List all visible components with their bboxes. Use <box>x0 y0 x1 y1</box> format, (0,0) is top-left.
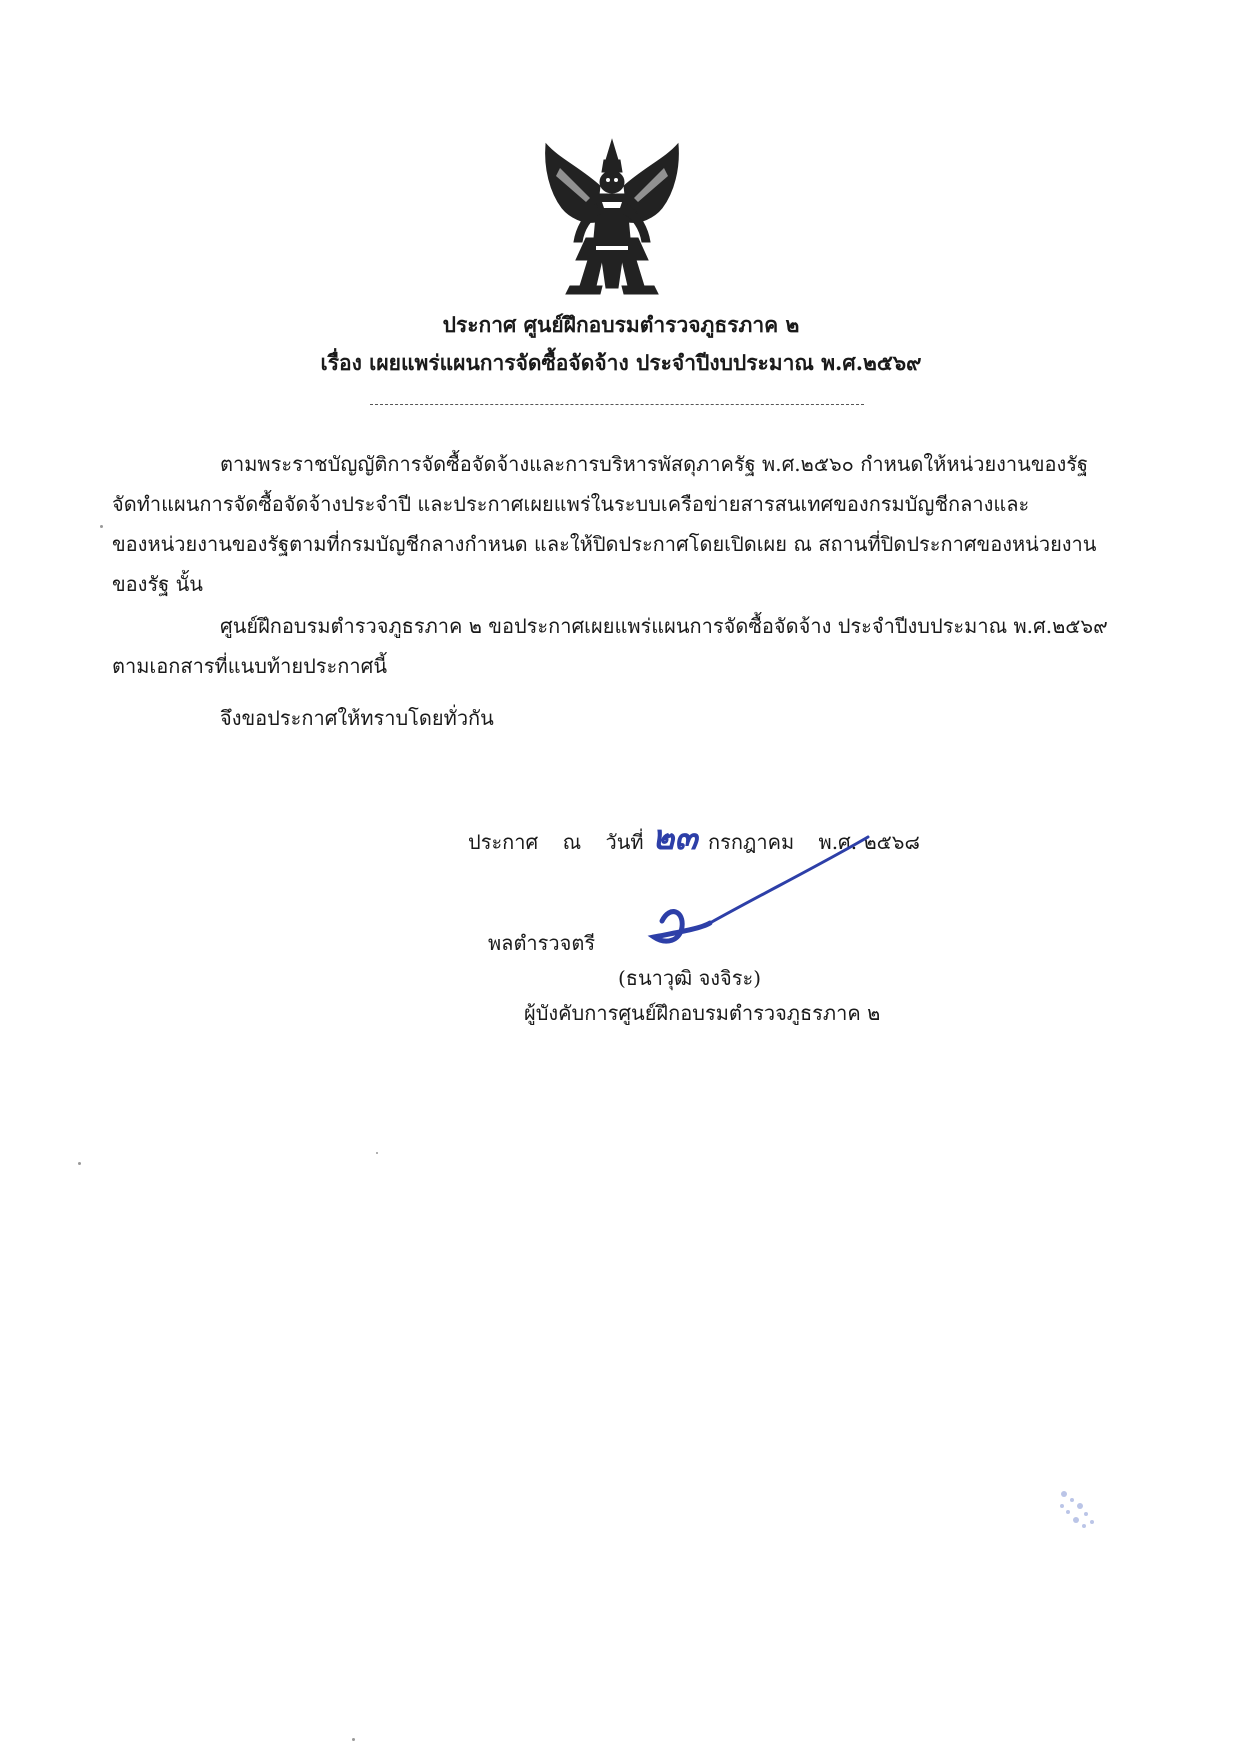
paragraph-line: ของหน่วยงานของรัฐตามที่กรมบัญชีกลางกำหนด และให้ปิดประกาศโดยเปิดเผย ณ สถานที่ปิดประกาศของหน่วยงาน <box>112 532 1097 556</box>
scan-speck <box>352 1738 355 1741</box>
paragraph-line-text: จึงขอประกาศให้ทราบโดยทั่วกัน <box>220 706 494 730</box>
date-day-label: วันที่ <box>605 830 644 854</box>
date-announce-label: ประกาศ <box>468 830 539 854</box>
handwritten-signature <box>640 825 900 955</box>
date-at-label: ณ <box>562 830 582 854</box>
paragraph-line-text: ตามพระราชบัญญัติการจัดซื้อจัดจ้างและการบริหารพัสดุภาครัฐ พ.ศ.๒๕๖๐ กำหนดให้หน่วยงานของรัฐ <box>220 452 1089 476</box>
paragraph-line-text: ศูนย์ฝึกอบรมตำรวจภูธรภาค ๒ ขอประกาศเผยแพร่แผนการจัดซื้อจัดจ้าง ประจำปีงบประมาณ พ.ศ.๒๕๖๙ <box>220 614 1108 638</box>
document-title: ประกาศ ศูนย์ฝึกอบรมตำรวจภูธรภาค ๒ <box>442 312 800 337</box>
scan-speck <box>78 1162 81 1165</box>
signer-rank: พลตำรวจตรี <box>488 931 596 955</box>
scan-speck <box>100 525 103 528</box>
faint-stamp-mark <box>1050 1480 1110 1540</box>
date-month: กรกฎาคม <box>707 830 795 854</box>
signer-position: ผู้บังคับการศูนย์ฝึกอบรมตำรวจภูธรภาค ๒ <box>524 1001 881 1025</box>
paragraph-line <box>112 698 1122 738</box>
handwritten-day: ๒๓ <box>651 818 698 858</box>
paragraph-line <box>112 606 1122 646</box>
document-subject: เรื่อง เผยแพร่แผนการจัดซื้อจัดจ้าง ประจำปีงบประมาณ พ.ศ.๒๕๖๙ <box>320 350 922 375</box>
signer-name: (ธนาวุฒิ จงจิระ) <box>618 966 762 990</box>
paragraph-line <box>112 444 1122 484</box>
paragraph-line: จัดทำแผนการจัดซื้อจัดจ้างประจำปี และประกาศเผยแพร่ในระบบเครือข่ายสารสนเทศของกรมบัญชีกลางและ <box>112 492 1030 516</box>
paragraph-line: ตามเอกสารที่แนบท้ายประกาศนี้ <box>112 654 387 678</box>
garuda-emblem-icon <box>540 138 685 296</box>
dashed-divider <box>370 404 864 405</box>
paragraph-line: ของรัฐ นั้น <box>112 572 203 596</box>
paragraph-3 <box>112 698 1122 738</box>
scan-speck <box>376 1152 378 1154</box>
paragraph-2 <box>112 606 1122 686</box>
paragraph-1 <box>112 444 1122 604</box>
date-year: พ.ศ. ๒๕๖๘ <box>818 830 920 854</box>
